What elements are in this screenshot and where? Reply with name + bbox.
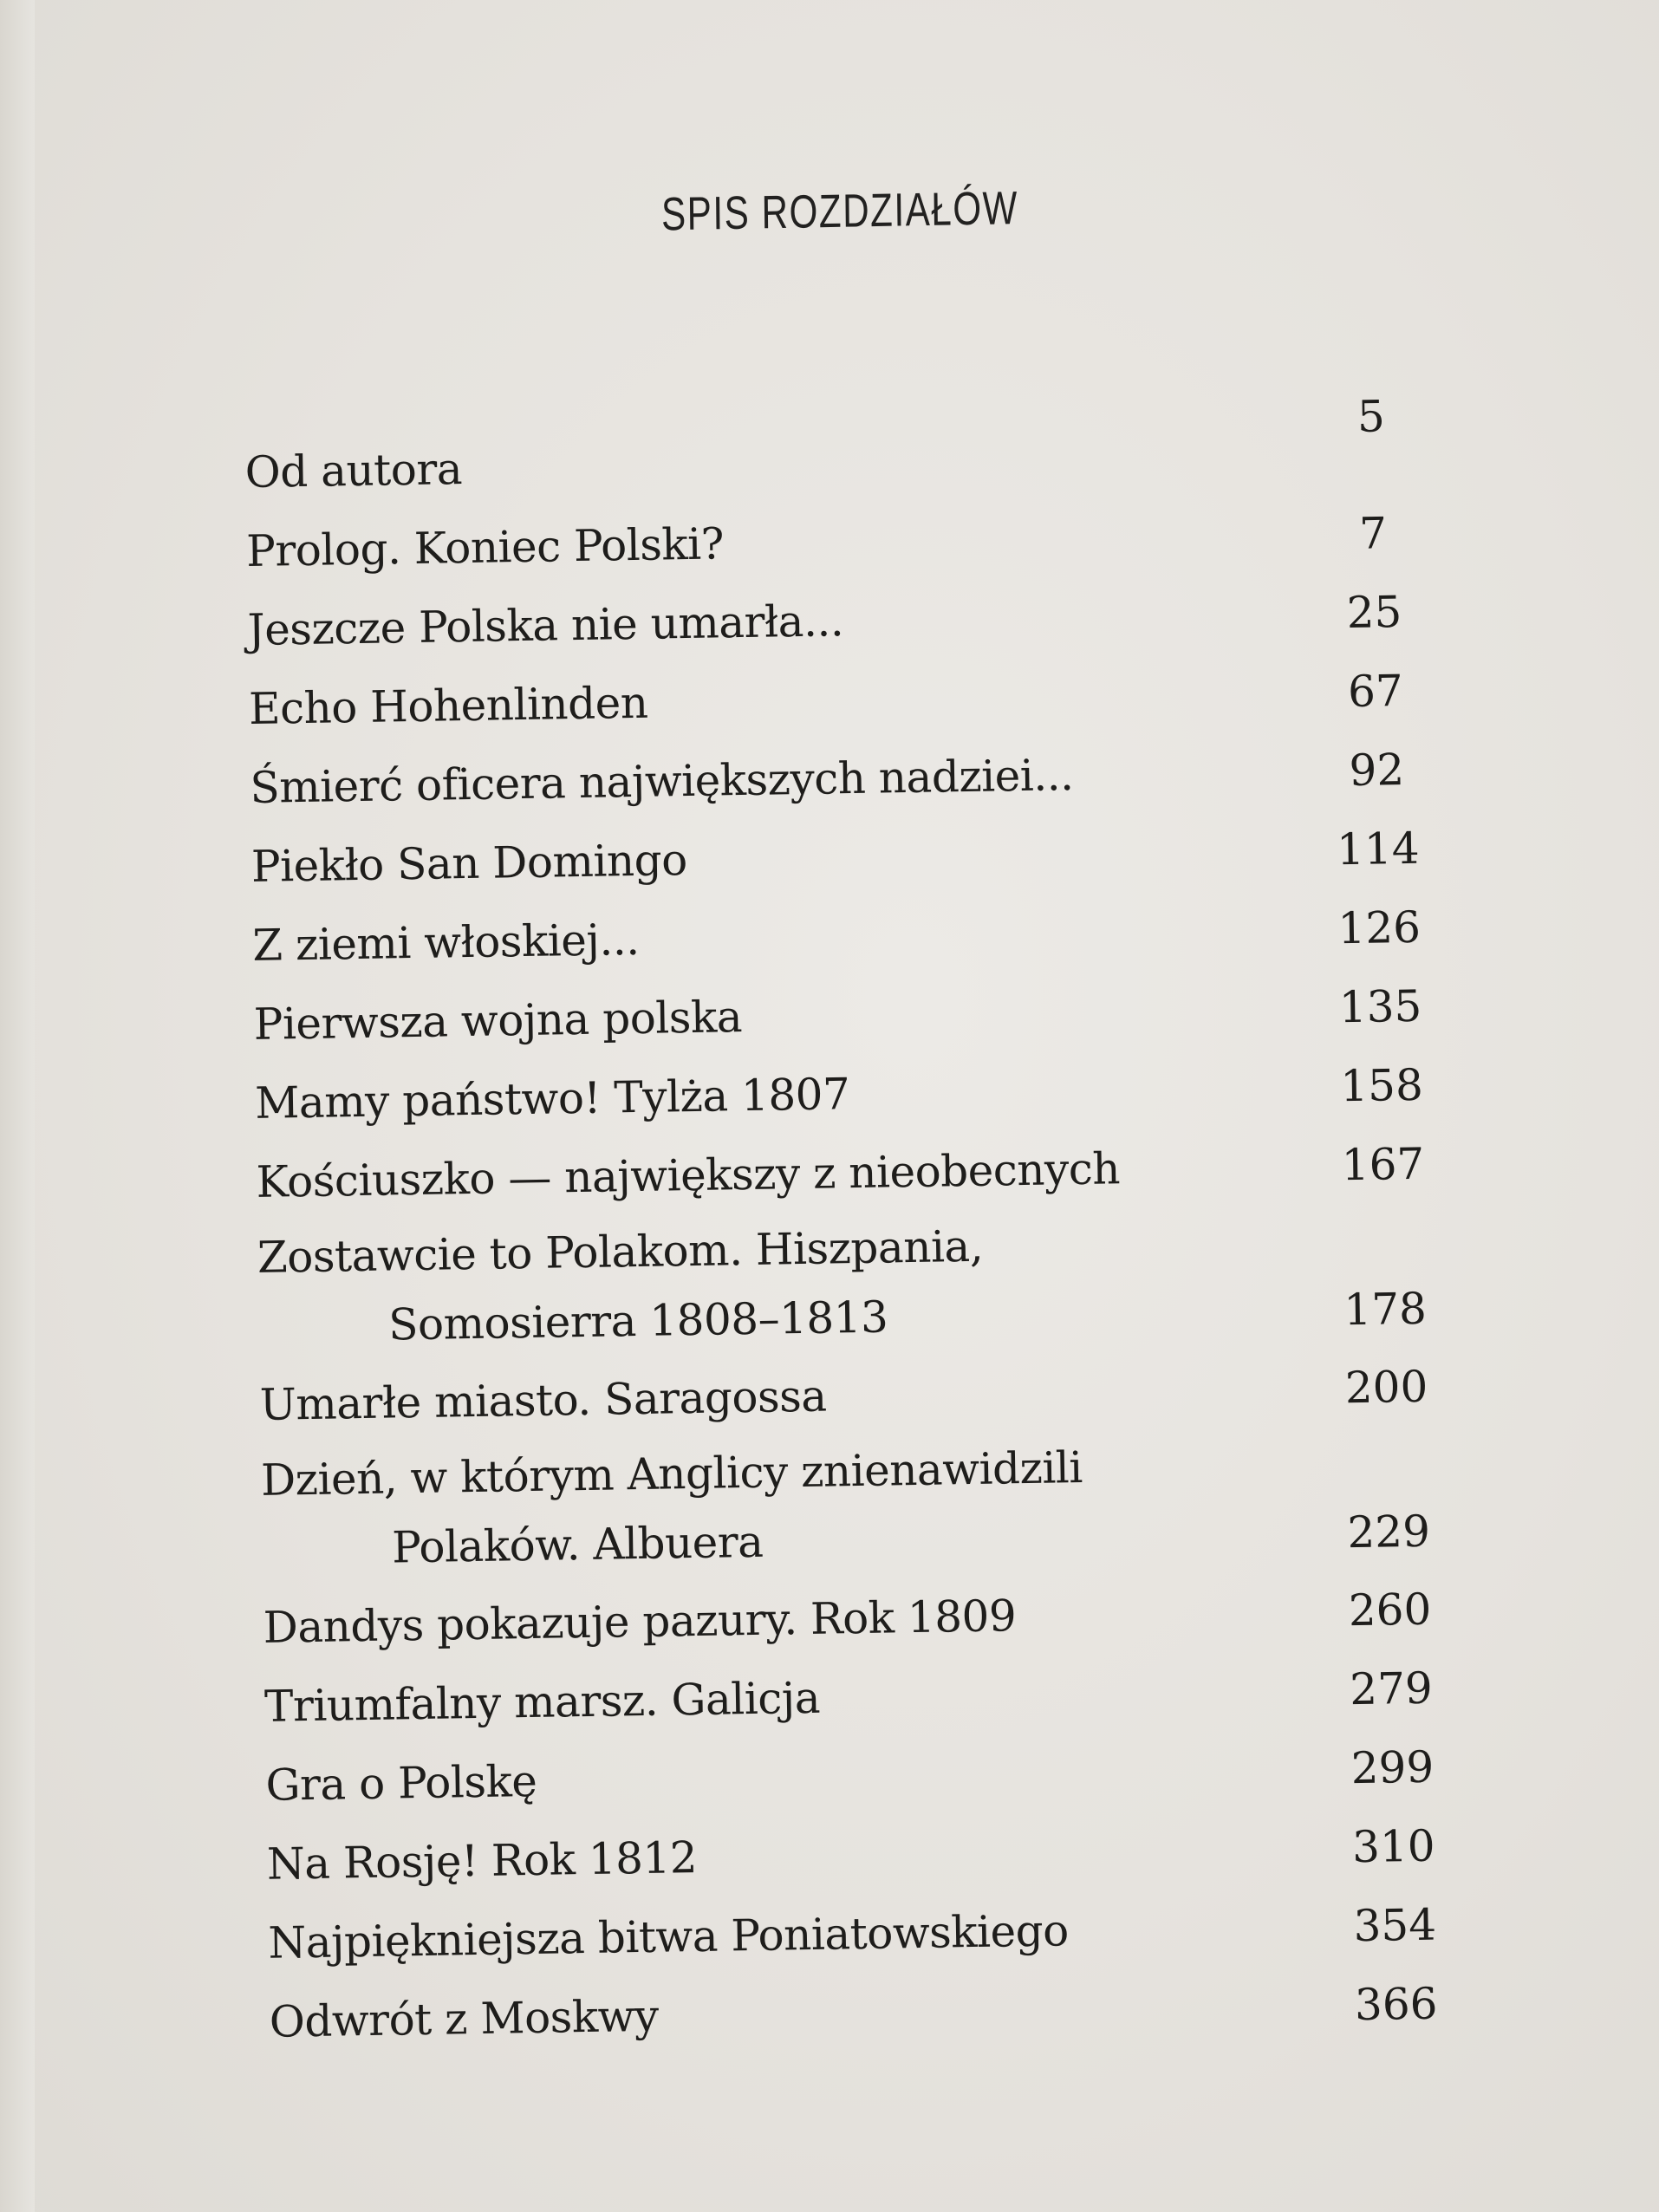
toc-entry-page: 279 xyxy=(1349,1662,1434,1715)
toc-entry-title: Pierwsza wojna polska xyxy=(253,992,743,1050)
toc-entry-title-line2: Somosierra 1808–1813 xyxy=(387,1291,888,1350)
toc-entry-title: Kościuszko — największy z nieobecnych xyxy=(256,1143,1121,1207)
toc-entry-page: 167 xyxy=(1341,1138,1425,1191)
toc-entry-title: Echo Hohenlinden xyxy=(248,677,648,734)
toc-entry-title: Gra o Polskę xyxy=(265,1755,537,1811)
toc-entry-page: 310 xyxy=(1351,1820,1436,1873)
toc-entry-page: 67 xyxy=(1347,666,1404,718)
toc-entry-page: 25 xyxy=(1346,587,1402,639)
toc-entry-page: 5 xyxy=(1356,391,1386,442)
toc-entry-title: Triumfalny marsz. Galicja xyxy=(263,1672,821,1732)
toc-entry-title: Jeszcze Polska nie umarła... xyxy=(247,595,844,655)
toc-entry-page: 7 xyxy=(1358,508,1388,559)
toc-entry-title-line1: Zostawcie to Polakom. Hiszpania, xyxy=(257,1220,984,1283)
toc-entry-title: Śmierć oficera największych nadziei... xyxy=(250,750,1074,813)
toc-entry-title: Dandys pokazuje pazury. Rok 1809 xyxy=(263,1591,1017,1653)
toc-entry-title: Na Rosję! Rok 1812 xyxy=(266,1832,698,1890)
toc-entry-page: 158 xyxy=(1339,1059,1424,1112)
toc-entry-page: 260 xyxy=(1348,1584,1432,1636)
toc-entry-page: 200 xyxy=(1344,1361,1428,1414)
toc-entry-title: Piekło San Domingo xyxy=(250,835,688,892)
toc-entry-page: 229 xyxy=(1346,1506,1431,1558)
toc-entry-page: 126 xyxy=(1337,901,1422,954)
toc-entry xyxy=(260,1422,1467,1584)
page-title: SPIS ROZDZIAŁÓW xyxy=(660,182,1019,241)
toc-entry xyxy=(257,1199,1463,1362)
table-of-contents xyxy=(244,391,1474,2058)
toc-entry-title: Odwrót z Moskwy xyxy=(269,1990,660,2047)
toc-entry-title: Z ziemi włoskiej... xyxy=(251,914,640,971)
toc-entry-page: 366 xyxy=(1354,1978,1438,2031)
toc-entry-page: 354 xyxy=(1353,1899,1437,1952)
toc-entry-title xyxy=(257,1212,985,1362)
page-gutter-shadow xyxy=(0,0,35,2212)
toc-entry-title-line2: Polaków. Albuera xyxy=(391,1516,764,1573)
toc-entry-title: Od autora xyxy=(244,444,463,498)
toc-entry-title: Umarłe miasto. Saragossa xyxy=(259,1370,828,1430)
toc-entry-page: 114 xyxy=(1336,823,1420,875)
toc-entry-page: 178 xyxy=(1343,1283,1428,1336)
toc-entry-page: 135 xyxy=(1338,980,1422,1033)
toc-entry-title: Mamy państwo! Tylża 1807 xyxy=(254,1069,850,1129)
toc-entry-page: 299 xyxy=(1350,1741,1435,1794)
toc-entry-title-line1: Dzień, w którym Anglicy znienawidzili xyxy=(260,1441,1083,1506)
toc-entry-title: Prolog. Koniec Polski? xyxy=(245,518,725,576)
toc-entry-title: Najpiękniejsza bitwa Poniatowskiego xyxy=(267,1905,1070,1968)
toc-entry-page: 92 xyxy=(1349,745,1405,797)
toc-entry-title xyxy=(260,1433,1083,1584)
